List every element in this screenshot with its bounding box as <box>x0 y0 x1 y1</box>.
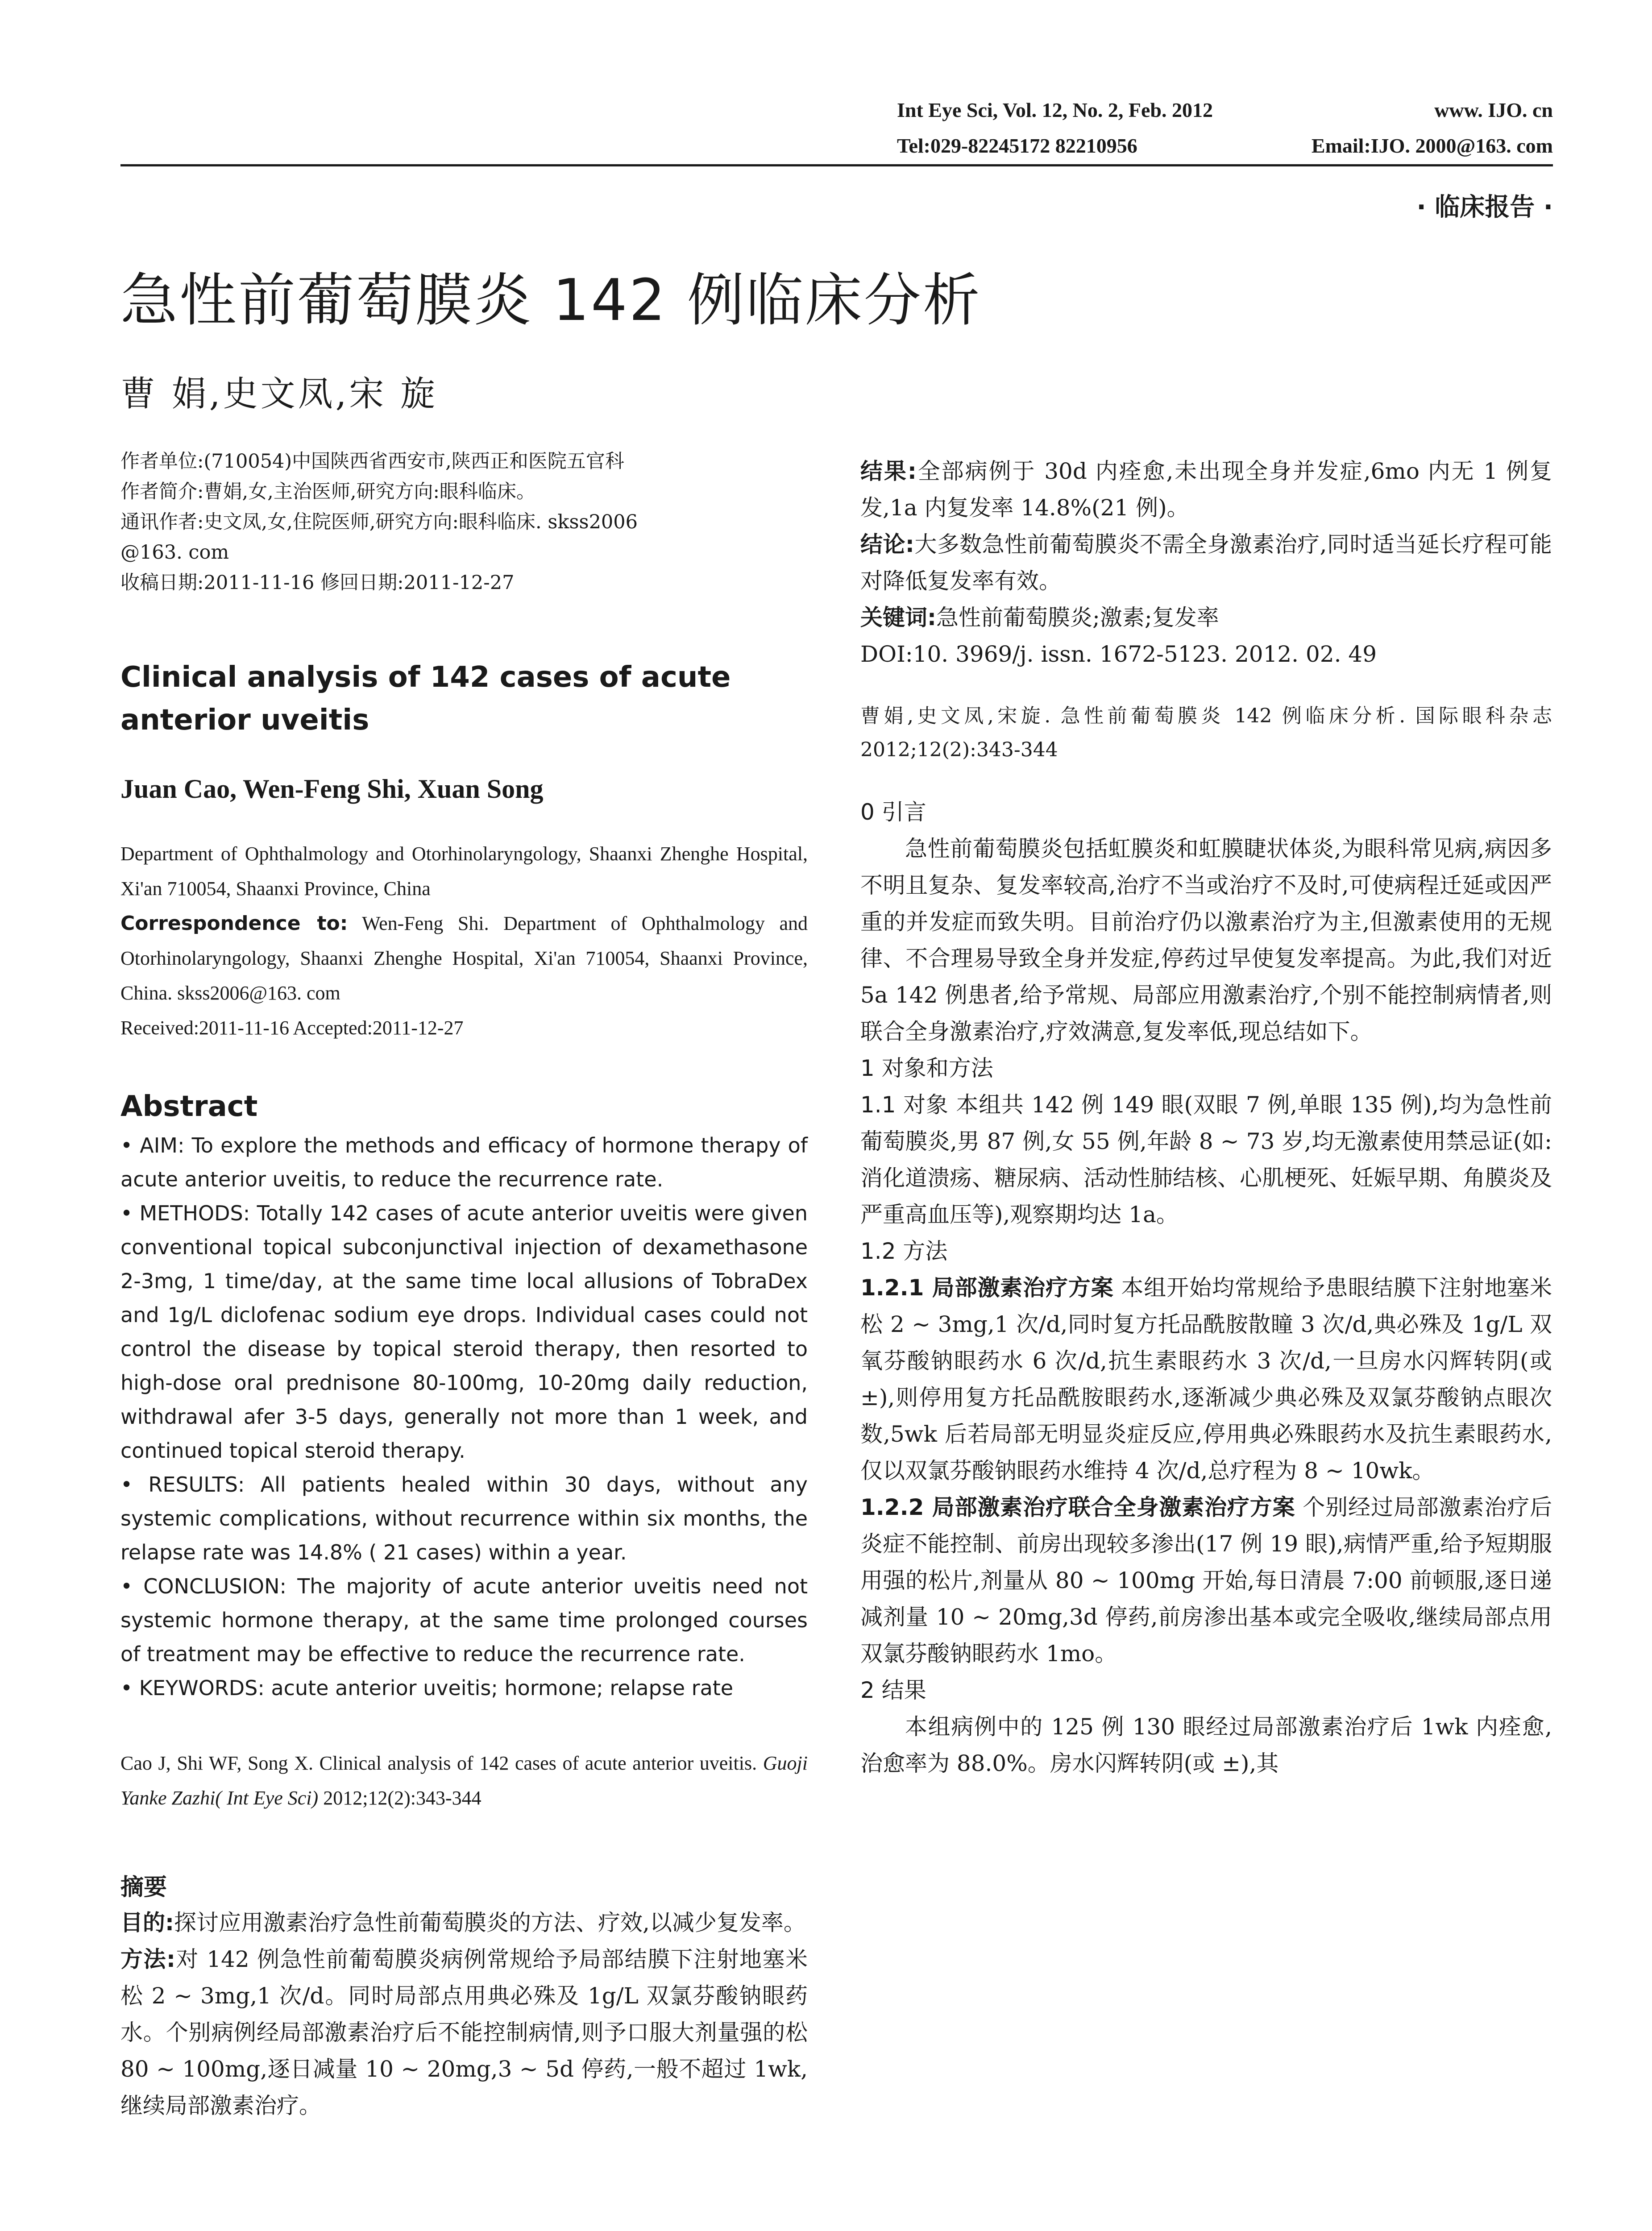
abstract-heading-cn: 摘要 <box>120 1874 167 1901</box>
abstract-methods: • METHODS: Totally 142 cases of acute anterior uveitis were given conventional topical subconjunctival injection of dexamethasone 2-3mg, 1 time/day, at the same time local allusions of TobraDex and 1g/L diclofenac sodium eye drops. Individual cases could not control the disease by topical steroid therapy, then resorted to high-dose oral prednisone 80-100mg, 10-20mg daily reduction, withdrawal afer 3-5 days, generally not more than 1 week, and continued topical steroid therapy. <box>120 1201 808 1463</box>
abstract-results-cn <box>860 453 1552 526</box>
author-unit: 作者单位:(710054)中国陕西省西安市,陕西正和医院五官科 <box>120 450 624 473</box>
article-authors-en: Juan Cao, Wen-Feng Shi, Xuan Song <box>120 774 544 804</box>
keywords-text: 急性前葡萄膜炎;激素;复发率 <box>936 605 1219 630</box>
abstract-results: • RESULTS: All patients healed within 30 days, without any systemic complications, without recurrence within six months, the relapse rate was 14.8% ( 21 cases) within a year. <box>120 1472 808 1564</box>
section-1-1 <box>860 1086 1552 1233</box>
citation-cn: 曹娟,史文凤,宋旋. 急性前葡萄膜炎 142 例临床分析. 国际眼科杂志 2012;12(2):343-344 <box>860 705 1552 761</box>
results-label: 结果: <box>860 458 917 484</box>
keywords-label: 关键词: <box>860 605 936 630</box>
abstract-aim: • AIM: To explore the methods and efficacy of hormone therapy of acute anterior uveitis, to reduce the recurrence rate. <box>120 1133 808 1191</box>
corresponding-author: 通讯作者:史文凤,女,住院医师,研究方向:眼科临床. skss2006 <box>120 511 638 533</box>
section-2-paragraph: 本组病例中的 125 例 130 眼经过局部激素治疗后 1wk 内痊愈,治愈率为 88.0%。房水闪辉转阴(或 ±),其 <box>860 1714 1552 1776</box>
abstract-methods-cn-start <box>120 1941 808 2124</box>
journal-website: www. IJO. cn <box>1434 99 1553 121</box>
results-text: 全部病例于 30d 内痊愈,未出现全身并发症,6mo 内无 1 例复发,1a 内复发率 14.8%(21 例)。 <box>860 458 1552 521</box>
citation-en-volume: 2012;12(2):343-344 <box>318 1787 481 1809</box>
article-title-en: Clinical analysis of 142 cases of acute anterior uveitis <box>120 661 731 737</box>
section-1-1-text: 本组共 142 例 149 眼(双眼 7 例,单眼 135 例),均为急性前葡萄膜炎,男 87 例,女 55 例,年龄 8 ~ 73 岁,均无激素使用禁忌证(如:消化道溃疡、糖尿病、活动性肺结核、心肌梗死、妊娠早期、角膜炎及严重高血压等),观察期均达 1a。 <box>860 1092 1552 1227</box>
section-1-2-2-text: 个别经过局部激素治疗后炎症不能控制、前房出现较多渗出(17 例 19 眼),病情严重,给予短期服用强的松片,剂量从 80 ~ 100mg 开始,每日清晨 7:00 前顿服,逐日递减剂量 10 ~ 20mg,3d 停药,前房渗出基本或完全吸收,继续局部点用双氯芬酸钠眼药水 1mo。 <box>860 1494 1552 1667</box>
keywords-cn <box>860 599 1552 636</box>
section-1-2-heading: 1.2 方法 <box>860 1238 948 1264</box>
article-authors-cn: 曹 娟,史文凤,宋 旋 <box>120 374 438 414</box>
abstract-heading: Abstract <box>120 1090 258 1123</box>
section-1-2-1 <box>860 1269 1552 1489</box>
doi: DOI:10. 3969/j. issn. 1672-5123. 2012. 02. 49 <box>860 641 1377 667</box>
abstract-en <box>120 1128 808 1705</box>
journal-email: Email:IJO. 2000@163. com <box>1311 134 1553 157</box>
section-1-1-label: 1.1 对象 <box>860 1092 949 1118</box>
abstract-conclusion-cn <box>860 526 1552 599</box>
abstract-purpose-cn <box>120 1904 808 1941</box>
citation-en <box>120 1746 808 1816</box>
dates-cn: 收稿日期:2011-11-16 修回日期:2011-12-27 <box>120 572 515 594</box>
section-1-2-2-label: 1.2.2 局部激素治疗联合全身激素治疗方案 <box>860 1494 1295 1520</box>
left-column <box>120 446 808 2124</box>
correspondence-text: Wen-Feng Shi. Department of Ophthalmology and Otorhinolaryngology, Shaanxi Zhenghe Hospital, Xi'an 710054, Shaanxi Province, China. skss2006@163. com <box>120 912 808 1004</box>
intro-heading: 0 引言 <box>860 799 926 825</box>
affiliation-en: Department of Ophthalmology and Otorhinolaryngology, Shaanxi Zhenghe Hospital, Xi'an 710054, Shaanxi Province, China <box>120 843 808 900</box>
purpose-label: 目的: <box>120 1910 174 1936</box>
purpose-text: 探讨应用激素治疗急性前葡萄膜炎的方法、疗效,以减少复发率。 <box>174 1910 806 1936</box>
methods-label: 方法: <box>120 1946 175 1972</box>
section-1-heading: 1 对象和方法 <box>860 1055 993 1081</box>
right-column <box>860 453 1552 1782</box>
methods-text: 对 142 例急性前葡萄膜炎病例常规给予局部结膜下注射地塞米松 2 ~ 3mg,1 次/d。同时局部点用典必殊及 1g/L 双氯芬酸钠眼药水。个别病例经局部激素治疗后不能控制病情,则予口服大剂量强的松 80 ~ 100mg,逐日减量 10 ~ 20mg,3 ~ 5d 停药,一般不超过 1wk,继续局部激素治疗。 <box>120 1946 808 2119</box>
header-rule <box>120 164 1553 166</box>
received-accepted: Received:2011-11-16 Accepted:2011-12-27 <box>120 1017 464 1039</box>
article-title-cn: 急性前葡萄膜炎 142 例临床分析 <box>120 267 982 334</box>
intro-paragraph: 急性前葡萄膜炎包括虹膜炎和虹膜睫状体炎,为眼科常见病,病因多不明且复杂、复发率较高,治疗不当或治疗不及时,可使病程迁延或因严重的并发症而致失明。目前治疗仍以激素治疗为主,但激素使用的无规律、不合理易导致全身并发症,停药过早使复发率提高。为此,我们对近 5a 142 例患者,给予常规、局部应用激素治疗,个别不能控制病情者,则联合全身激素治疗,疗效满意,复发率低,现总结如下。 <box>860 836 1552 1045</box>
citation-en-authors: Cao J, Shi WF, Song X. Clinical analysis of 142 cases of acute anterior uveitis. <box>120 1752 763 1774</box>
abstract-keywords: • KEYWORDS: acute anterior uveitis; hormone; relapse rate <box>120 1676 734 1700</box>
correspondence-en <box>120 906 808 1011</box>
section-1-2-1-label: 1.2.1 局部激素治疗方案 <box>860 1275 1114 1301</box>
conclusion-text: 大多数急性前葡萄膜炎不需全身激素治疗,同时适当延长疗程可能对降低复发率有效。 <box>860 531 1552 594</box>
corresponding-author-email: @163. com <box>120 541 229 564</box>
journal-tel: Tel:029-82245172 82210956 <box>897 134 1137 157</box>
abstract-conclusion: • CONCLUSION: The majority of acute anterior uveitis need not systemic hormone therapy, at the same time prolonged courses of treatment may be effective to reduce the recurrence rate. <box>120 1574 808 1666</box>
conclusion-label: 结论: <box>860 531 914 557</box>
author-bio: 作者简介:曹娟,女,主治医师,研究方向:眼科临床。 <box>120 481 535 503</box>
correspondence-label: Correspondence to: <box>120 912 348 935</box>
affiliation-block <box>120 837 808 1045</box>
citation-en-journal: Guoji Yanke Zazhi( Int Eye Sci) <box>120 1752 808 1809</box>
section-label: · 临床报告 · <box>1416 193 1553 222</box>
author-meta-cn <box>120 446 808 598</box>
section-2-heading: 2 结果 <box>860 1677 926 1703</box>
journal-info: Int Eye Sci, Vol. 12, No. 2, Feb. 2012 <box>897 99 1213 121</box>
section-1-2-1-text: 本组开始均常规给予患眼结膜下注射地塞米松 2 ~ 3mg,1 次/d,同时复方托品酰胺散瞳 3 次/d,典必殊及 1g/L 双氧芬酸钠眼药水 6 次/d,抗生素眼药水 3 次/d,一旦房水闪辉转阴(或 ±),则停用复方托品酰胺眼药水,逐渐减少典必殊及双氯芬酸钠点眼次数,5wk 后若局部无明显炎症反应,停用典必殊眼药水及抗生素眼药水,仅以双氯芬酸钠眼药水维持 4 次/d,总疗程为 8 ~ 10wk。 <box>860 1275 1552 1484</box>
section-1-2-2 <box>860 1489 1552 1672</box>
